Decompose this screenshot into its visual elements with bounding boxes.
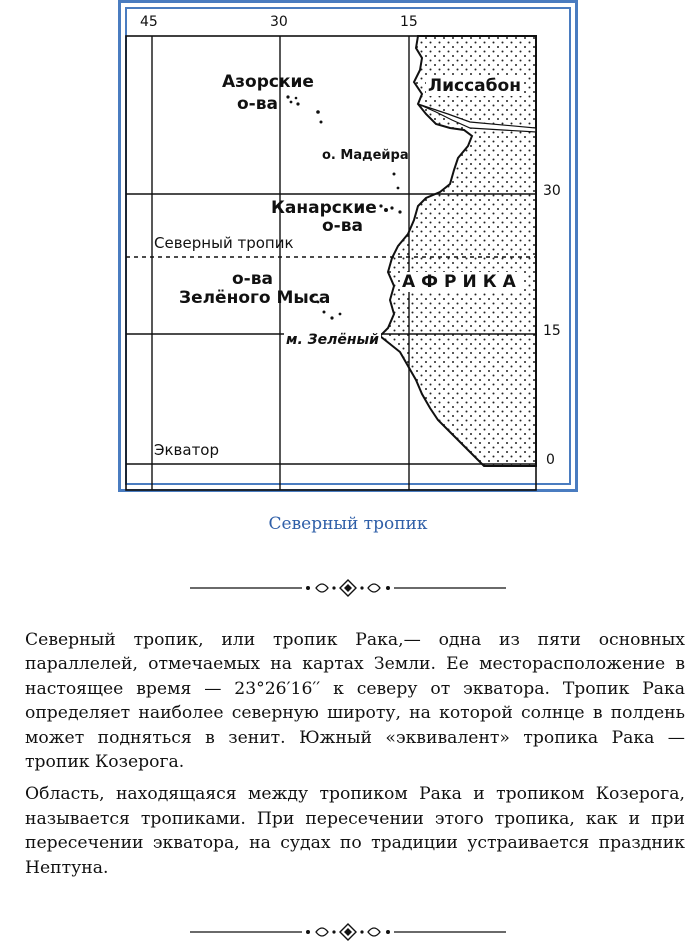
cape-verde-label-line2: Зелёного Мыса [179, 288, 331, 308]
body-text [25, 628, 685, 888]
longitude-label-15: 15 [400, 14, 418, 30]
azores-label-line1: Азорские [222, 72, 314, 92]
paragraph-1: Северный тропик, или тропик Рака,— одна из пяти основных параллелей, отмечаемых на картах Земли. Ее месторасположение в настоящее время — 23°26′16′′ к северу от экватора. Тропик Рака определяет наиболее северную широту, на которой солнце в полдень может подняться в зенит. Южный «эквивалент» тропика Рака — тропик Козерога. [25, 630, 685, 773]
azores-label-line2: о-ва [237, 94, 278, 114]
equator-label: Экватор [154, 441, 220, 459]
madeira-label: о. Мадейра [322, 148, 409, 163]
landmass [380, 36, 536, 466]
figure-caption: Северный тропик [268, 514, 428, 534]
tropic-label: Северный тропик [154, 234, 294, 252]
canary-label-line1: Канарские [271, 198, 377, 218]
latitude-label-15: 15 [543, 323, 561, 339]
longitude-label-45: 45 [140, 14, 158, 30]
latitude-label-0: 0 [546, 452, 555, 468]
lisbon-label: Лиссабон [428, 76, 521, 96]
paragraph-2: Область, находящаяся между тропиком Рака и тропиком Козерога, называется тропиками. При пересечении этого тропика, как и при пересечении экватора, на судах по традиции устраивается праздник Нептуна. [25, 784, 685, 878]
cape-green-label: м. Зелёный [286, 332, 379, 348]
ornament-divider-bottom [190, 922, 506, 942]
cape-verde-label-line1: о-ва [232, 269, 273, 289]
africa-label: АФРИКА [402, 272, 522, 292]
ornament-divider-top [190, 578, 506, 598]
latitude-label-30: 30 [543, 183, 561, 199]
longitude-label-30: 30 [270, 14, 288, 30]
canary-label-line2: о-ва [322, 216, 363, 236]
